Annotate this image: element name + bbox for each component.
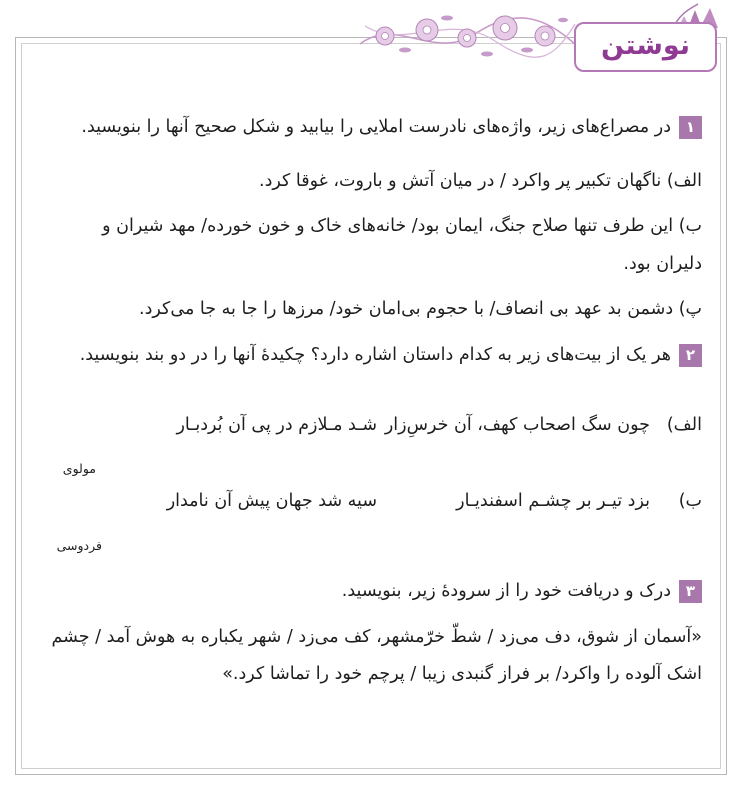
question-number-badge: ۲	[679, 344, 702, 367]
q3-poem-line2: اشک آلوده را واکرد/ بر فراز گنبدی زیبا / پرچم خود را تماشا کرد.»	[222, 664, 702, 684]
question-number-badge: ۱	[679, 116, 702, 139]
section-title: نوشتن	[574, 22, 717, 72]
bayt-alef-label: الف)	[666, 415, 702, 435]
bayt-alef-misra2: شـد مـلازم در پی آن بُردبـار	[176, 415, 377, 435]
q1-item-alef: الف) ناگهان تکبیر پر واکرد / در میان آتش و باروت، غوقا کرد.	[259, 171, 702, 191]
q1-item-be-line1: ب) این طرف تنها صلاح جنگ، ایمان بود/ خانه‌های خاک و خون خورده/ مهد شیران و	[102, 216, 702, 236]
poet-name: فردوسی	[56, 538, 102, 553]
q1-item-pe: پ) دشمن بد عهد بی انصاف/ با حجوم بی‌امان خود/ مرزها را جا به جا می‌کرد.	[139, 299, 702, 319]
bayt-be-label: ب)	[678, 491, 702, 511]
poet-name: مولوی	[62, 461, 96, 476]
floral-ornament-icon	[355, 6, 580, 66]
question-1-prompt: ۱در مصراع‌های زیر، واژه‌های نادرست املایی را بیابید و شکل صحیح آنها را بنویسید.	[81, 112, 702, 142]
bayt-be-misra1: بزد تیـر بر چشـم اسفندیـار	[456, 491, 650, 511]
bayt-alef-misra1: چون سگ اصحاب کهف، آن خرسِ‌زار	[384, 415, 650, 435]
bayt-be-misra2: سیه شد جهان پیش آن نامدار	[166, 491, 377, 511]
q1-item-be-line2: دلیران بود.	[623, 254, 702, 274]
question-3-prompt: ۳درک و دریافت خود را از سرودهٔ زیر، بنویسید.	[342, 576, 702, 606]
q3-poem-line1: «آسمان از شوق، دف می‌زد / شطّ خرّمشهر، کف می‌زد / شهر یکباره به هوش آمد / چشم	[51, 627, 702, 647]
question-2-prompt: ۲هر یک از بیت‌های زیر به کدام داستان اشاره دارد؟ چکیدهٔ آنها را در دو بند بنویسید.	[80, 340, 702, 370]
question-number-badge: ۳	[679, 580, 702, 603]
